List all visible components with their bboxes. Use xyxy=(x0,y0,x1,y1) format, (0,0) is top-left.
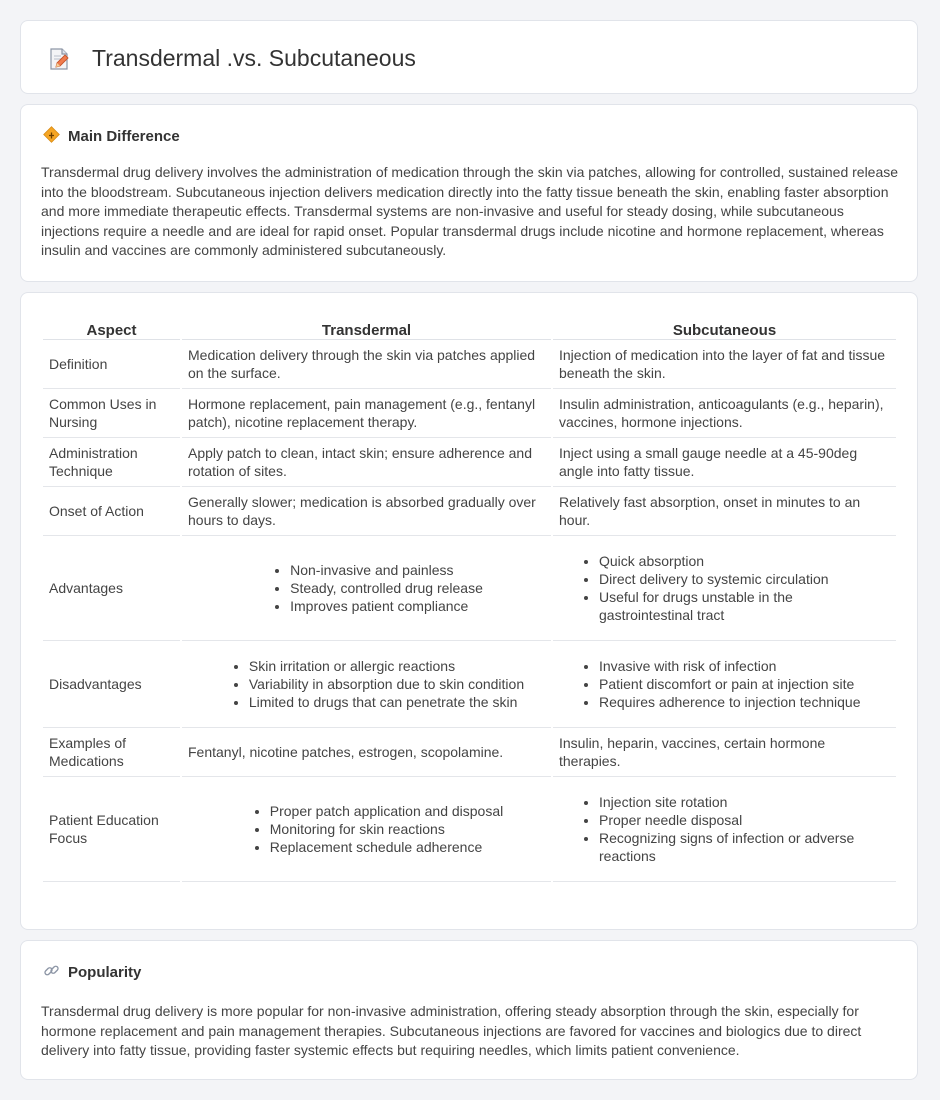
subcutaneous-list xyxy=(559,793,890,865)
list-item: • Recognizing signs of infection or adverse reactions xyxy=(599,829,890,865)
header-card xyxy=(20,20,918,94)
aspect-cell: Administration Technique xyxy=(43,438,180,487)
diamond-sign-icon xyxy=(43,126,60,147)
list-item: • Useful for drugs unstable in the gastrointestinal tract xyxy=(599,588,890,624)
page-title: Transdermal .vs. Subcutaneous xyxy=(92,45,416,71)
aspect-cell: Examples of Medications xyxy=(43,728,180,777)
list-item: • Direct delivery to systemic circulation xyxy=(599,570,890,588)
aspect-cell: Onset of Action xyxy=(43,487,180,536)
table-row xyxy=(43,728,896,777)
table-row xyxy=(43,340,896,389)
table-row xyxy=(43,438,896,487)
main-difference-heading xyxy=(43,125,180,147)
comparison-card xyxy=(20,292,918,930)
header-aspect: Aspect xyxy=(43,313,180,340)
aspect-cell: Advantages xyxy=(43,536,180,641)
list-item: • Monitoring for skin reactions xyxy=(270,820,504,838)
list-item: • Non-invasive and painless xyxy=(290,561,483,579)
header-subcutaneous: Subcutaneous xyxy=(553,313,896,340)
transdermal-cell: Generally slower; medication is absorbed gradually over hours to days. xyxy=(182,487,551,536)
list-item: • Injection site rotation xyxy=(599,793,890,811)
subcutaneous-list xyxy=(559,552,890,624)
main-difference-card xyxy=(20,104,918,282)
transdermal-cell xyxy=(182,536,551,641)
subcutaneous-list xyxy=(559,657,890,711)
transdermal-cell xyxy=(182,777,551,882)
table-row xyxy=(43,641,896,728)
list-item: • Patient discomfort or pain at injection site xyxy=(599,675,890,693)
aspect-cell: Common Uses in Nursing xyxy=(43,389,180,438)
main-difference-text: Transdermal drug delivery involves the administration of medication through the skin via patches, allowing for controlled, sustained release into the bloodstream. Subcutaneous injection delivers medication directly into the fatty tissue beneath the skin, enabling faster absorption and more immediate therapeutic effects. Transdermal systems are non-invasive and useful for steady dosing, while subcutaneous injections require a needle and are ideal for rapid onset. Popular transdermal drugs include nicotine and hormone replacement, whereas insulin and vaccines are commonly administered subcutaneously. xyxy=(41,164,899,258)
transdermal-list xyxy=(250,561,483,615)
comparison-table xyxy=(41,313,898,882)
table-row xyxy=(43,487,896,536)
list-item: • Quick absorption xyxy=(599,552,890,570)
table-row xyxy=(43,777,896,882)
main-difference-title: Main Difference xyxy=(68,127,180,145)
subcutaneous-cell xyxy=(553,641,896,728)
popularity-heading xyxy=(43,961,141,983)
transdermal-list xyxy=(230,802,504,856)
list-item: • Skin irritation or allergic reactions xyxy=(249,657,524,675)
list-item: • Proper patch application and disposal xyxy=(270,802,504,820)
document-pencil-icon xyxy=(47,47,71,76)
popularity-text: Transdermal drug delivery is more popular for non-invasive administration, offering steady absorption through the skin, especially for hormone replacement and pain management therapies. Subcutaneous injections are favored for vaccines and biologics due to direct delivery into fatty tissue, providing faster systemic effects but requiring needles, which limits patient convenience. xyxy=(41,1003,862,1058)
transdermal-cell xyxy=(182,641,551,728)
list-item: • Variability in absorption due to skin condition xyxy=(249,675,524,693)
transdermal-list xyxy=(209,657,524,711)
subcutaneous-cell xyxy=(553,777,896,882)
subcutaneous-cell xyxy=(553,536,896,641)
table-row xyxy=(43,536,896,641)
popularity-card xyxy=(20,940,918,1080)
list-item: • Requires adherence to injection technique xyxy=(599,693,890,711)
subcutaneous-cell: Insulin administration, anticoagulants (e.g., heparin), vaccines, hormone injections. xyxy=(553,389,896,438)
aspect-cell: Definition xyxy=(43,340,180,389)
popularity-title: Popularity xyxy=(68,963,142,981)
list-item: • Proper needle disposal xyxy=(599,811,890,829)
table-row xyxy=(43,389,896,438)
transdermal-cell: Fentanyl, nicotine patches, estrogen, scopolamine. xyxy=(182,728,551,777)
transdermal-cell: Hormone replacement, pain management (e.g., fentanyl patch), nicotine replacement therapy. xyxy=(182,389,551,438)
header-transdermal: Transdermal xyxy=(182,313,551,340)
subcutaneous-cell: Relatively fast absorption, onset in minutes to an hour. xyxy=(553,487,896,536)
link-icon xyxy=(43,962,60,983)
subcutaneous-cell: Inject using a small gauge needle at a 45-90deg angle into fatty tissue. xyxy=(553,438,896,487)
list-item: • Replacement schedule adherence xyxy=(270,838,504,856)
transdermal-cell: Medication delivery through the skin via patches applied on the surface. xyxy=(182,340,551,389)
transdermal-cell: Apply patch to clean, intact skin; ensure adherence and rotation of sites. xyxy=(182,438,551,487)
aspect-cell: Disadvantages xyxy=(43,641,180,728)
subcutaneous-cell: Injection of medication into the layer of fat and tissue beneath the skin. xyxy=(553,340,896,389)
table-header-row xyxy=(43,313,896,340)
aspect-cell: Patient Education Focus xyxy=(43,777,180,882)
list-item: • Limited to drugs that can penetrate the skin xyxy=(249,693,524,711)
list-item: • Steady, controlled drug release xyxy=(290,579,483,597)
list-item: • Improves patient compliance xyxy=(290,597,483,615)
subcutaneous-cell: Insulin, heparin, vaccines, certain hormone therapies. xyxy=(553,728,896,777)
list-item: • Invasive with risk of infection xyxy=(599,657,890,675)
